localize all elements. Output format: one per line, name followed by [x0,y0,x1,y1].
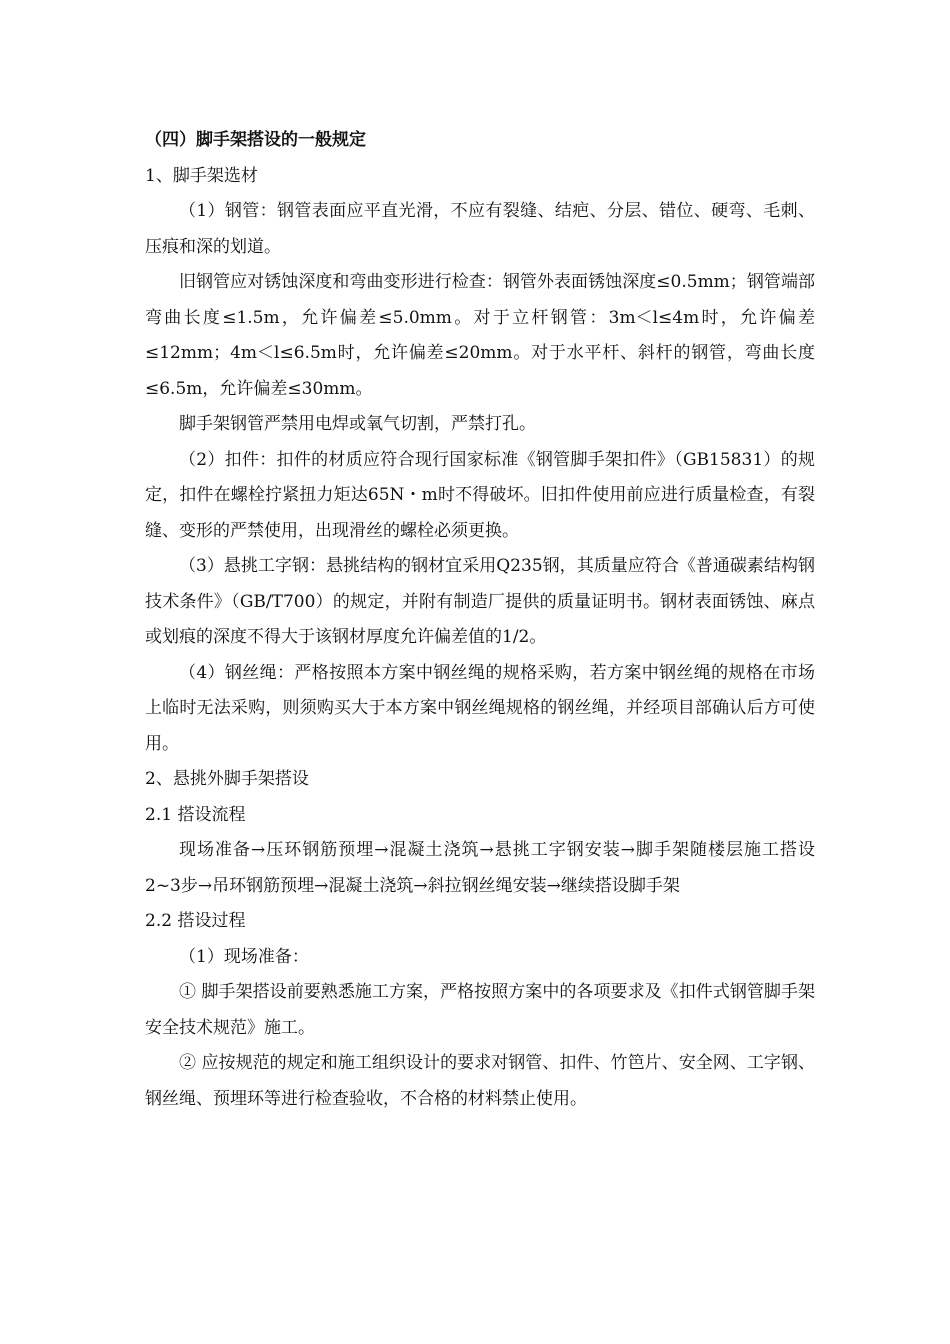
paragraph-no-welding: 脚手架钢管严禁用电焊或氧气切割，严禁打孔。 [179,414,536,434]
paragraph-inspection-acceptance: ② 应按规范的规定和施工组织设计的要求对钢管、扣件、竹笆片、安全网、工字钢、钢丝绳、预埋环等进行检查验收，不合格的材料禁止使用。 [145,1053,815,1109]
paragraph-process-flow: 现场准备→压环钢筋预埋→混凝土浇筑→悬挑工字钢安装→脚手架随楼层施工搭设2~3步→吊环钢筋预埋→混凝土浇筑→斜拉钢丝绳安装→继续搭设脚手架 [145,840,815,896]
paragraph-i-beam: （3）悬挑工字钢：悬挑结构的钢材宜采用Q235钢，其质量应符合《普通碳素结构钢技术条件》（GB/T700）的规定，并附有制造厂提供的质量证明书。钢材表面锈蚀、麻点或划痕的深度不得大于该钢材厚度允许偏差值的1/2。 [145,556,815,647]
paragraph-old-pipe-inspection: 旧钢管应对锈蚀深度和弯曲变形进行检查：钢管外表面锈蚀深度≤0.5mm；钢管端部弯曲长度≤1.5m，允许偏差≤5.0mm。对于立杆钢管：3m＜l≤4m时，允许偏差≤12mm；4m＜l≤6.5m时，允许偏差≤20mm。对于水平杆、斜杆的钢管，弯曲长度≤6.5m，允许偏差≤30mm。 [145,272,815,399]
subsection-title-erection: 2、悬挑外脚手架搭设 [145,769,309,789]
subsection-title-process: 2.2 搭设过程 [145,911,246,931]
paragraph-fastener: （2）扣件：扣件的材质应符合现行国家标准《钢管脚手架扣件》（GB15831）的规定，扣件在螺栓拧紧扭力矩达65N・m时不得破坏。旧扣件使用前应进行质量检查，有裂缝、变形的严禁使用，出现滑丝的螺栓必须更换。 [145,449,815,541]
paragraph-familiarize-plan: ① 脚手架搭设前要熟悉施工方案，严格按照方案中的各项要求及《扣件式钢管脚手架安全技术规范》施工。 [145,982,815,1038]
section-heading: （四）脚手架搭设的一般规定 [145,130,366,150]
subsection-title-materials: 1、脚手架选材 [145,165,258,186]
subsection-title-process-flow: 2.1 搭设流程 [145,804,246,825]
paragraph-site-preparation: （1）现场准备： [179,946,309,967]
paragraph-wire-rope: （4）钢丝绳：严格按照本方案中钢丝绳的规格采购，若方案中钢丝绳的规格在市场上临时无法采购，则须购买大于本方案中钢丝绳规格的钢丝绳，并经项目部确认后方可使用。 [145,662,815,754]
paragraph-steel-pipe: （1）钢管：钢管表面应平直光滑，不应有裂缝、结疤、分层、错位、硬弯、毛刺、压痕和深的划道。 [145,201,815,257]
document-body [145,123,815,1117]
